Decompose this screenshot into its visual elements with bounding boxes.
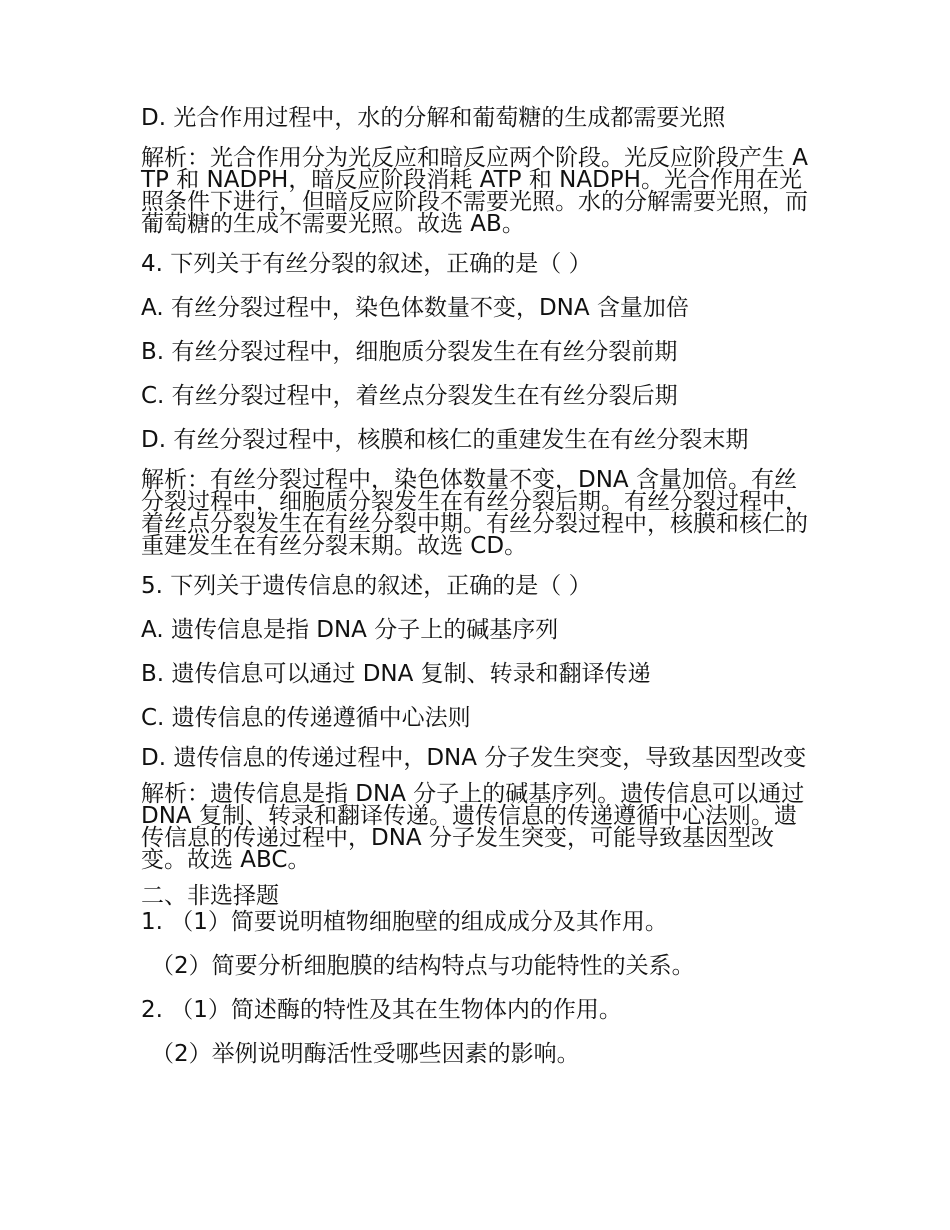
q4-option-d: D. 有丝分裂过程中，核膜和核仁的重建发生在有丝分裂末期 [141,427,749,453]
q5-option-c: C. 遗传信息的传递遵循中心法则 [141,705,471,731]
q5-question: 5. 下列关于遗传信息的叙述，正确的是（ ） [141,573,592,599]
document-page [141,103,811,1083]
section2-q2-part2: （2）举例说明酶活性受哪些因素的影响。 [151,1041,580,1067]
q5-analysis: 解析：遗传信息是指 DNA 分子上的碱基序列。遗传信息可以通过 DNA 复制、转录和翻译传递。遗传信息的传递遵循中心法则。遗传信息的传递过程中，DNA 分子发生突变，可能导致基因型改变。故选 ABC。 [141,781,805,873]
section2-q1-part1: 1. （1）简要说明植物细胞壁的组成成分及其作用。 [141,909,668,935]
section2-q2-part1: 2. （1）简述酶的特性及其在生物体内的作用。 [141,997,622,1023]
section2-q1-part2: （2）简要分析细胞膜的结构特点与功能特性的关系。 [151,953,695,979]
q4-question: 4. 下列关于有丝分裂的叙述，正确的是（ ） [141,251,592,277]
q5-option-b: B. 遗传信息可以通过 DNA 复制、转录和翻译传递 [141,661,651,687]
q5-option-a: A. 遗传信息是指 DNA 分子上的碱基序列 [141,617,559,643]
q4-analysis: 解析：有丝分裂过程中，染色体数量不变，DNA 含量加倍。有丝分裂过程中，细胞质分裂发生在有丝分裂后期。有丝分裂过程中，着丝点分裂发生在有丝分裂中期。有丝分裂过程中，核膜和核仁的重建发生在有丝分裂末期。故选 CD。 [141,467,808,559]
q3-option-d: D. 光合作用过程中，水的分解和葡萄糖的生成都需要光照 [141,105,726,131]
section-title: 二、非选择题 [141,883,279,909]
q4-option-b: B. 有丝分裂过程中，细胞质分裂发生在有丝分裂前期 [141,339,678,365]
q3-analysis: 解析：光合作用分为光反应和暗反应两个阶段。光反应阶段产生 ATP 和 NADPH，暗反应阶段消耗 ATP 和 NADPH。光合作用在光照条件下进行，但暗反应阶段不需要光照。水的分解需要光照，而葡萄糖的生成不需要光照。故选 AB。 [141,145,809,237]
q4-option-c: C. 有丝分裂过程中，着丝点分裂发生在有丝分裂后期 [141,383,678,409]
q5-option-d: D. 遗传信息的传递过程中，DNA 分子发生突变，导致基因型改变 [141,745,807,771]
q4-option-a: A. 有丝分裂过程中，染色体数量不变，DNA 含量加倍 [141,295,689,321]
